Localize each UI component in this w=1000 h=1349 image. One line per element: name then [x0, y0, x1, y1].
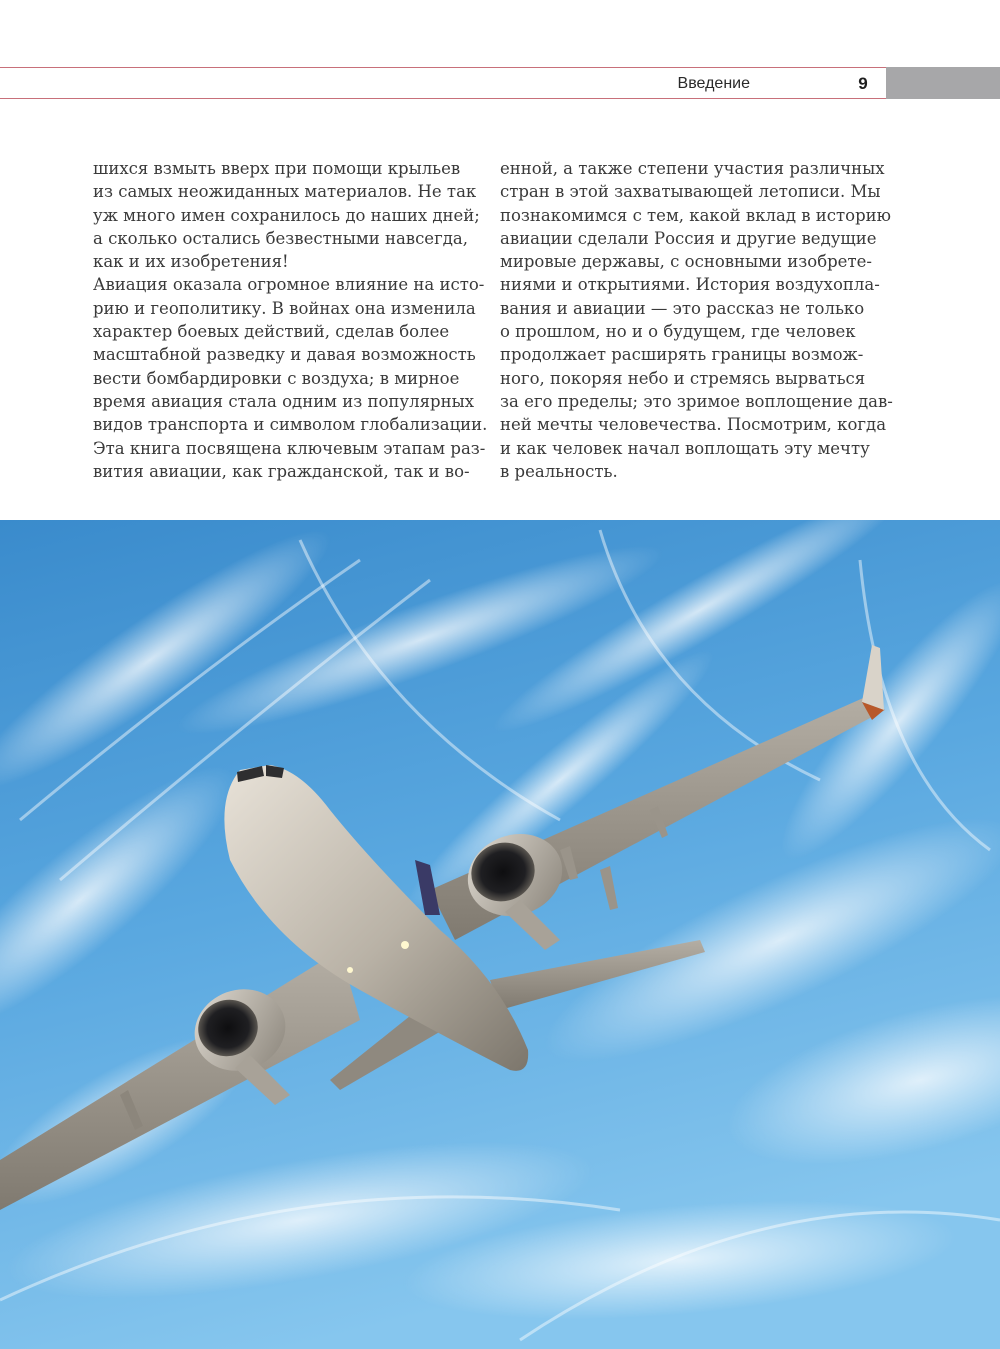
header-grey-band: [886, 67, 1000, 99]
text-line: шихся взмыть вверх при помощи крыльев: [93, 159, 461, 178]
text-line: вания и авиации — это рассказ не только: [500, 298, 865, 318]
text-line: мировые державы, с основными изобрете-: [500, 252, 872, 272]
text-line: о прошлом, но и о будущем, где человек: [500, 322, 856, 342]
text-line: авиации сделали Россия и другие ведущие: [500, 228, 877, 248]
text-column-right: [500, 157, 895, 487]
text-line: время авиация стала одним из популярных: [93, 391, 475, 411]
text-line: ней мечты человечества. Посмотрим, когда: [500, 415, 887, 435]
text-column-left: [93, 157, 493, 487]
text-line: за его пределы; это зримое воплощение дав-: [500, 391, 893, 411]
text-line: ниями и открытиями. История воздухопла-: [500, 275, 880, 295]
text-line: вести бомбардировки с воздуха; в мирное: [93, 368, 460, 388]
text-line: масштабной разведку и давая возможность: [93, 345, 476, 365]
running-header-section-title: Введение: [677, 75, 750, 92]
text-line: Авиация оказала огромное влияние на исто-: [93, 275, 485, 295]
text-line: характер боевых действий, сделав более: [93, 322, 450, 342]
text-line: уж много имен сохранилось до наших дней;: [93, 205, 480, 225]
text-line: в реальность.: [500, 461, 618, 481]
text-line: стран в этой захватывающей летописи. Мы: [500, 182, 881, 202]
text-line: и как человек начал воплощать эту мечту: [500, 438, 870, 458]
header-rule-bottom: [0, 98, 886, 99]
text-line: из самых неожиданных материалов. Не так: [93, 182, 477, 202]
text-line: познакомимся с тем, какой вклад в историю: [500, 205, 891, 225]
text-line: енной, а также степени участия различных: [500, 159, 885, 178]
text-line: рию и геополитику. В войнах она изменила: [93, 298, 476, 318]
text-line: а сколько остались безвестными навсегда,: [93, 228, 468, 248]
text-line: ного, покоряя небо и стремясь вырваться: [500, 368, 866, 388]
text-line: как и их изобретения!: [93, 252, 289, 272]
page-number: 9: [858, 74, 868, 93]
text-line: видов транспорта и символом глобализации.: [93, 415, 488, 435]
header-rule-top: [0, 67, 886, 68]
text-line: продолжает расширять границы возмож-: [500, 345, 864, 365]
text-line: Эта книга посвящена ключевым этапам раз-: [93, 438, 486, 458]
airplane-photo: [0, 520, 1000, 1349]
text-line: вития авиации, как гражданской, так и во-: [93, 461, 470, 481]
